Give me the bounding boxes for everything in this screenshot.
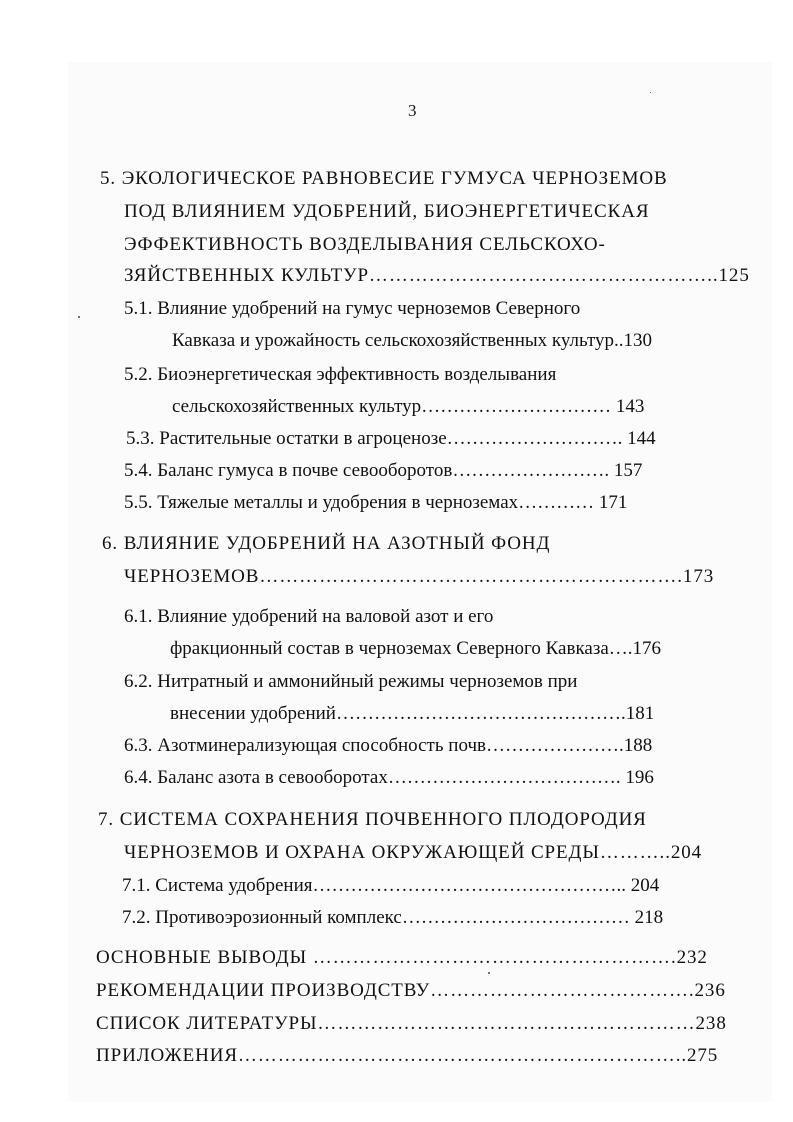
toc-section-6-title-line-1: 6. ВЛИЯНИЕ УДОБРЕНИЙ НА АЗОТНЫЙ ФОНД <box>102 533 551 554</box>
toc-section-5-title-line-2: ПОД ВЛИЯНИЕМ УДОБРЕНИЙ, БИОЭНЕРГЕТИЧЕСКАЯ <box>124 201 650 222</box>
page-number: 3 <box>408 101 417 120</box>
toc-entry-6-1-line-2: фракционный состав в черноземах Северного Кавказа….176 <box>170 638 662 659</box>
toc-section-7-title-line-1: 7. СИСТЕМА СОХРАНЕНИЯ ПОЧВЕННОГО ПЛОДОРОДИЯ <box>98 809 647 830</box>
toc-back-matter-appendices: ПРИЛОЖЕНИЯ…………………………………………………………..275 <box>96 1045 719 1066</box>
toc-entry-7-2: 7.2. Противоэрозионный комплекс……………………………… 218 <box>122 907 664 928</box>
toc-back-matter-recommendations: РЕКОМЕНДАЦИИ ПРОИЗВОДСТВУ………………………………….236 <box>96 980 726 1001</box>
toc-entry-6-3: 6.3. Азотминерализующая способность почв………………….188 <box>124 735 653 756</box>
toc-entry-5-2-line-1: 5.2. Биоэнергетическая эффективность возделывания <box>124 364 557 385</box>
toc-entry-6-2-line-2: внесении удобрений……………………………………….181 <box>170 703 655 724</box>
toc-back-matter-conclusions: ОСНОВНЫЕ ВЫВОДЫ ……………………………………………….232 <box>96 947 708 968</box>
toc-back-matter-references: СПИСОК ЛИТЕРАТУРЫ…………………………………………………238 <box>96 1013 727 1034</box>
toc-entry-6-1-line-1: 6.1. Влияние удобрений на валовой азот и его <box>124 606 494 627</box>
toc-entry-5-4: 5.4. Баланс гумуса в почве севооборотов……………………. 157 <box>124 460 643 481</box>
toc-section-5-title-line-4: ЗЯЙСТВЕННЫХ КУЛЬТУР……………………………………………..125 <box>124 265 750 286</box>
toc-entry-5-2-line-2: сельскохозяйственных культур………………………… 143 <box>172 396 645 417</box>
toc-entry-5-1-line-2: Кавказа и урожайность сельскохозяйственных культур..130 <box>172 330 653 351</box>
toc-entry-5-1-line-1: 5.1. Влияние удобрений на гумус черноземов Северного <box>124 298 581 319</box>
toc-entry-6-2-line-1: 6.2. Нитратный и аммонийный режимы черноземов при <box>124 671 578 692</box>
toc-entry-5-3: 5.3. Растительные остатки в агроценозе………………………. 144 <box>126 428 656 449</box>
toc-entry-5-5: 5.5. Тяжелые металлы и удобрения в черноземах………… 171 <box>124 492 628 513</box>
scan-speck <box>488 972 490 974</box>
toc-entry-6-4: 6.4. Баланс азота в севооборотах………………………………. 196 <box>124 767 654 788</box>
toc-section-5-title-line-3: ЭФФЕКТИВНОСТЬ ВОЗДЕЛЫВАНИЯ СЕЛЬСКОХО- <box>124 234 606 255</box>
toc-section-6-title-line-2: ЧЕРНОЗЕМОВ……………………………………………………….173 <box>124 566 715 587</box>
toc-section-7-title-line-2: ЧЕРНОЗЕМОВ И ОХРАНА ОКРУЖАЮЩЕЙ СРЕДЫ………..204 <box>124 842 703 863</box>
toc-section-5-title-line-1: 5. ЭКОЛОГИЧЕСКОЕ РАВНОВЕСИЕ ГУМУСА ЧЕРНОЗЕМОВ <box>100 168 668 189</box>
toc-entry-7-1: 7.1. Система удобрения………………………………………….. 204 <box>122 875 660 896</box>
scan-speck <box>78 316 80 318</box>
scan-speck <box>650 92 651 93</box>
